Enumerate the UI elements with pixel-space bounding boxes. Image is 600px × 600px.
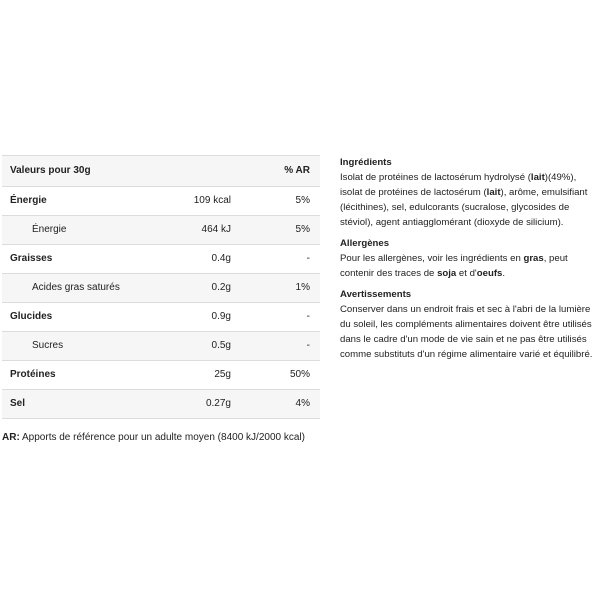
row-ar: 5% [295,224,310,235]
table-row [2,274,320,303]
row-name: Acides gras saturés [32,282,120,293]
row-qty: 0.2g [211,282,231,293]
allergen-word: lait [486,187,501,198]
ingredients-text [340,170,595,230]
row-ar: - [306,253,310,264]
table-row [2,332,320,361]
allergen-word: lait [530,172,545,183]
allergens-text [340,251,595,281]
product-info [340,155,595,368]
warnings-title: Avertissements [340,289,412,300]
row-ar: - [306,340,310,351]
row-qty: 464 kJ [201,224,231,235]
footnote-label: AR: [2,432,20,443]
row-name: Protéines [10,369,56,380]
text-segment: Isolat de protéines de lactosérum hydrolysé ( [340,172,531,183]
footnote-text: Apports de référence pour un adulte moyen (8400 kJ/2000 kcal) [19,432,305,443]
table-row [2,187,320,216]
allergen-word: oeufs [476,268,503,279]
table-row [2,303,320,332]
row-ar: 1% [295,282,310,293]
allergen-word: soja [437,268,457,279]
row-name: Glucides [10,311,53,322]
text-segment: . [502,268,506,279]
row-name: Énergie [10,195,47,206]
row-ar: 5% [295,195,310,206]
row-name: Énergie [32,224,67,235]
bold-word: gras [523,253,544,264]
table-row [2,245,320,274]
row-qty: 25g [214,369,231,380]
row-ar: - [306,311,310,322]
table-row [2,390,320,419]
header-ar: % AR [284,165,310,176]
row-ar: 50% [289,369,310,380]
row-qty: 0.27g [205,398,231,409]
table-row [2,361,320,390]
row-ar: 4% [295,398,310,409]
header-label: Valeurs pour 30g [10,165,91,176]
row-name: Sucres [32,340,64,351]
text-segment: )(49%), isolat de protéines de lactosérum ( [340,172,577,198]
warnings-text: Conserver dans un endroit frais et sec à l'abri de la lumière du soleil, les compléments alimentaires doivent être utilisés dans le cadre d'un mode de vie sain et ne pas être utilisés comme substituts d'un régime alimentaire varié et équilibré. [340,304,593,360]
row-qty: 0.5g [211,340,231,351]
text-segment: ), arôme, emulsifiant (lécithines), sel, edulcorants (sucralose, glycosides de stéviol), agent antiagglomérant (dioxyde de silicium). [340,187,588,228]
nutrition-table [2,155,320,419]
row-name: Sel [10,398,26,409]
table-header [2,156,320,187]
row-qty: 109 kcal [193,195,231,206]
text-segment: et d' [456,268,477,279]
text-segment: Pour les allergènes, voir les ingrédients en [340,253,524,264]
text-segment: , peut contenir des traces de [340,253,568,279]
row-qty: 0.4g [211,253,231,264]
footnote [2,432,305,443]
table-row [2,216,320,245]
allergens-title: Allergènes [340,238,390,249]
ingredients-title: Ingrédients [340,157,392,168]
row-qty: 0.9g [211,311,231,322]
row-name: Graisses [10,253,53,264]
